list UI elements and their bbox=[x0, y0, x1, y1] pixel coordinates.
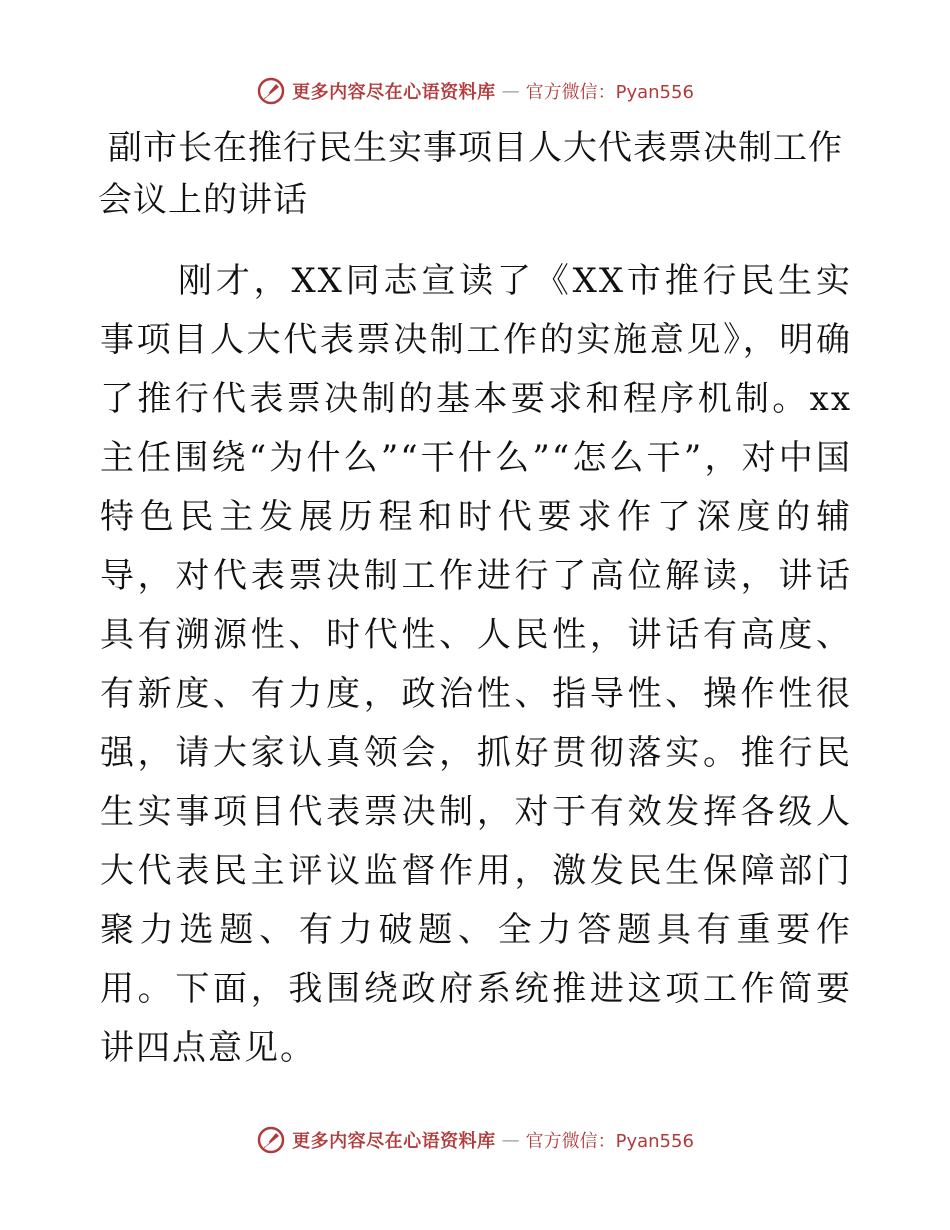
body-paragraph: 刚才，XX同志宣读了《XX市推行民生实事项目人大代表票决制工作的实施意见》，明确了推行代表票决制的基本要求和程序机制。xx主任围绕“为什么”“干什么”“怎么干”，对中国特色民主发展历程和时代要求作了深度的辅导，对代表票决制工作进行了高位解读，讲话具有溯源性、时代性、人民性，讲话有高度、有新度、有力度，政治性、指导性、操作性很强，请大家认真领会，抓好贯彻落实。推行民生实事项目代表票决制，对于有效发挥各级人大代表民主评议监督作用，激发民生保障部门聚力选题、有力破题、全力答题具有重要作用。下面，我围绕政府系统推进这项工作简要讲四点意见。 bbox=[100, 261, 852, 1068]
title-line-2: 会议上的讲话 bbox=[98, 180, 308, 220]
quill-logo-icon bbox=[256, 76, 286, 106]
document-title bbox=[98, 122, 858, 226]
watermark-text: 更多内容尽在心语资料库 bbox=[292, 1131, 496, 1152]
quill-logo-icon bbox=[256, 1125, 286, 1155]
header-watermark bbox=[0, 71, 950, 111]
title-line-1: 副市长在推行民生实事项目人大代表票决制工作 bbox=[108, 128, 843, 168]
footer-watermark bbox=[0, 1120, 950, 1160]
watermark-separator: — bbox=[501, 1129, 520, 1151]
watermark-wechat: 官方微信：Pyan556 bbox=[525, 1131, 694, 1152]
watermark-text: 更多内容尽在心语资料库 bbox=[292, 82, 496, 103]
watermark-wechat: 官方微信：Pyan556 bbox=[525, 82, 694, 103]
watermark-separator: — bbox=[501, 80, 520, 102]
